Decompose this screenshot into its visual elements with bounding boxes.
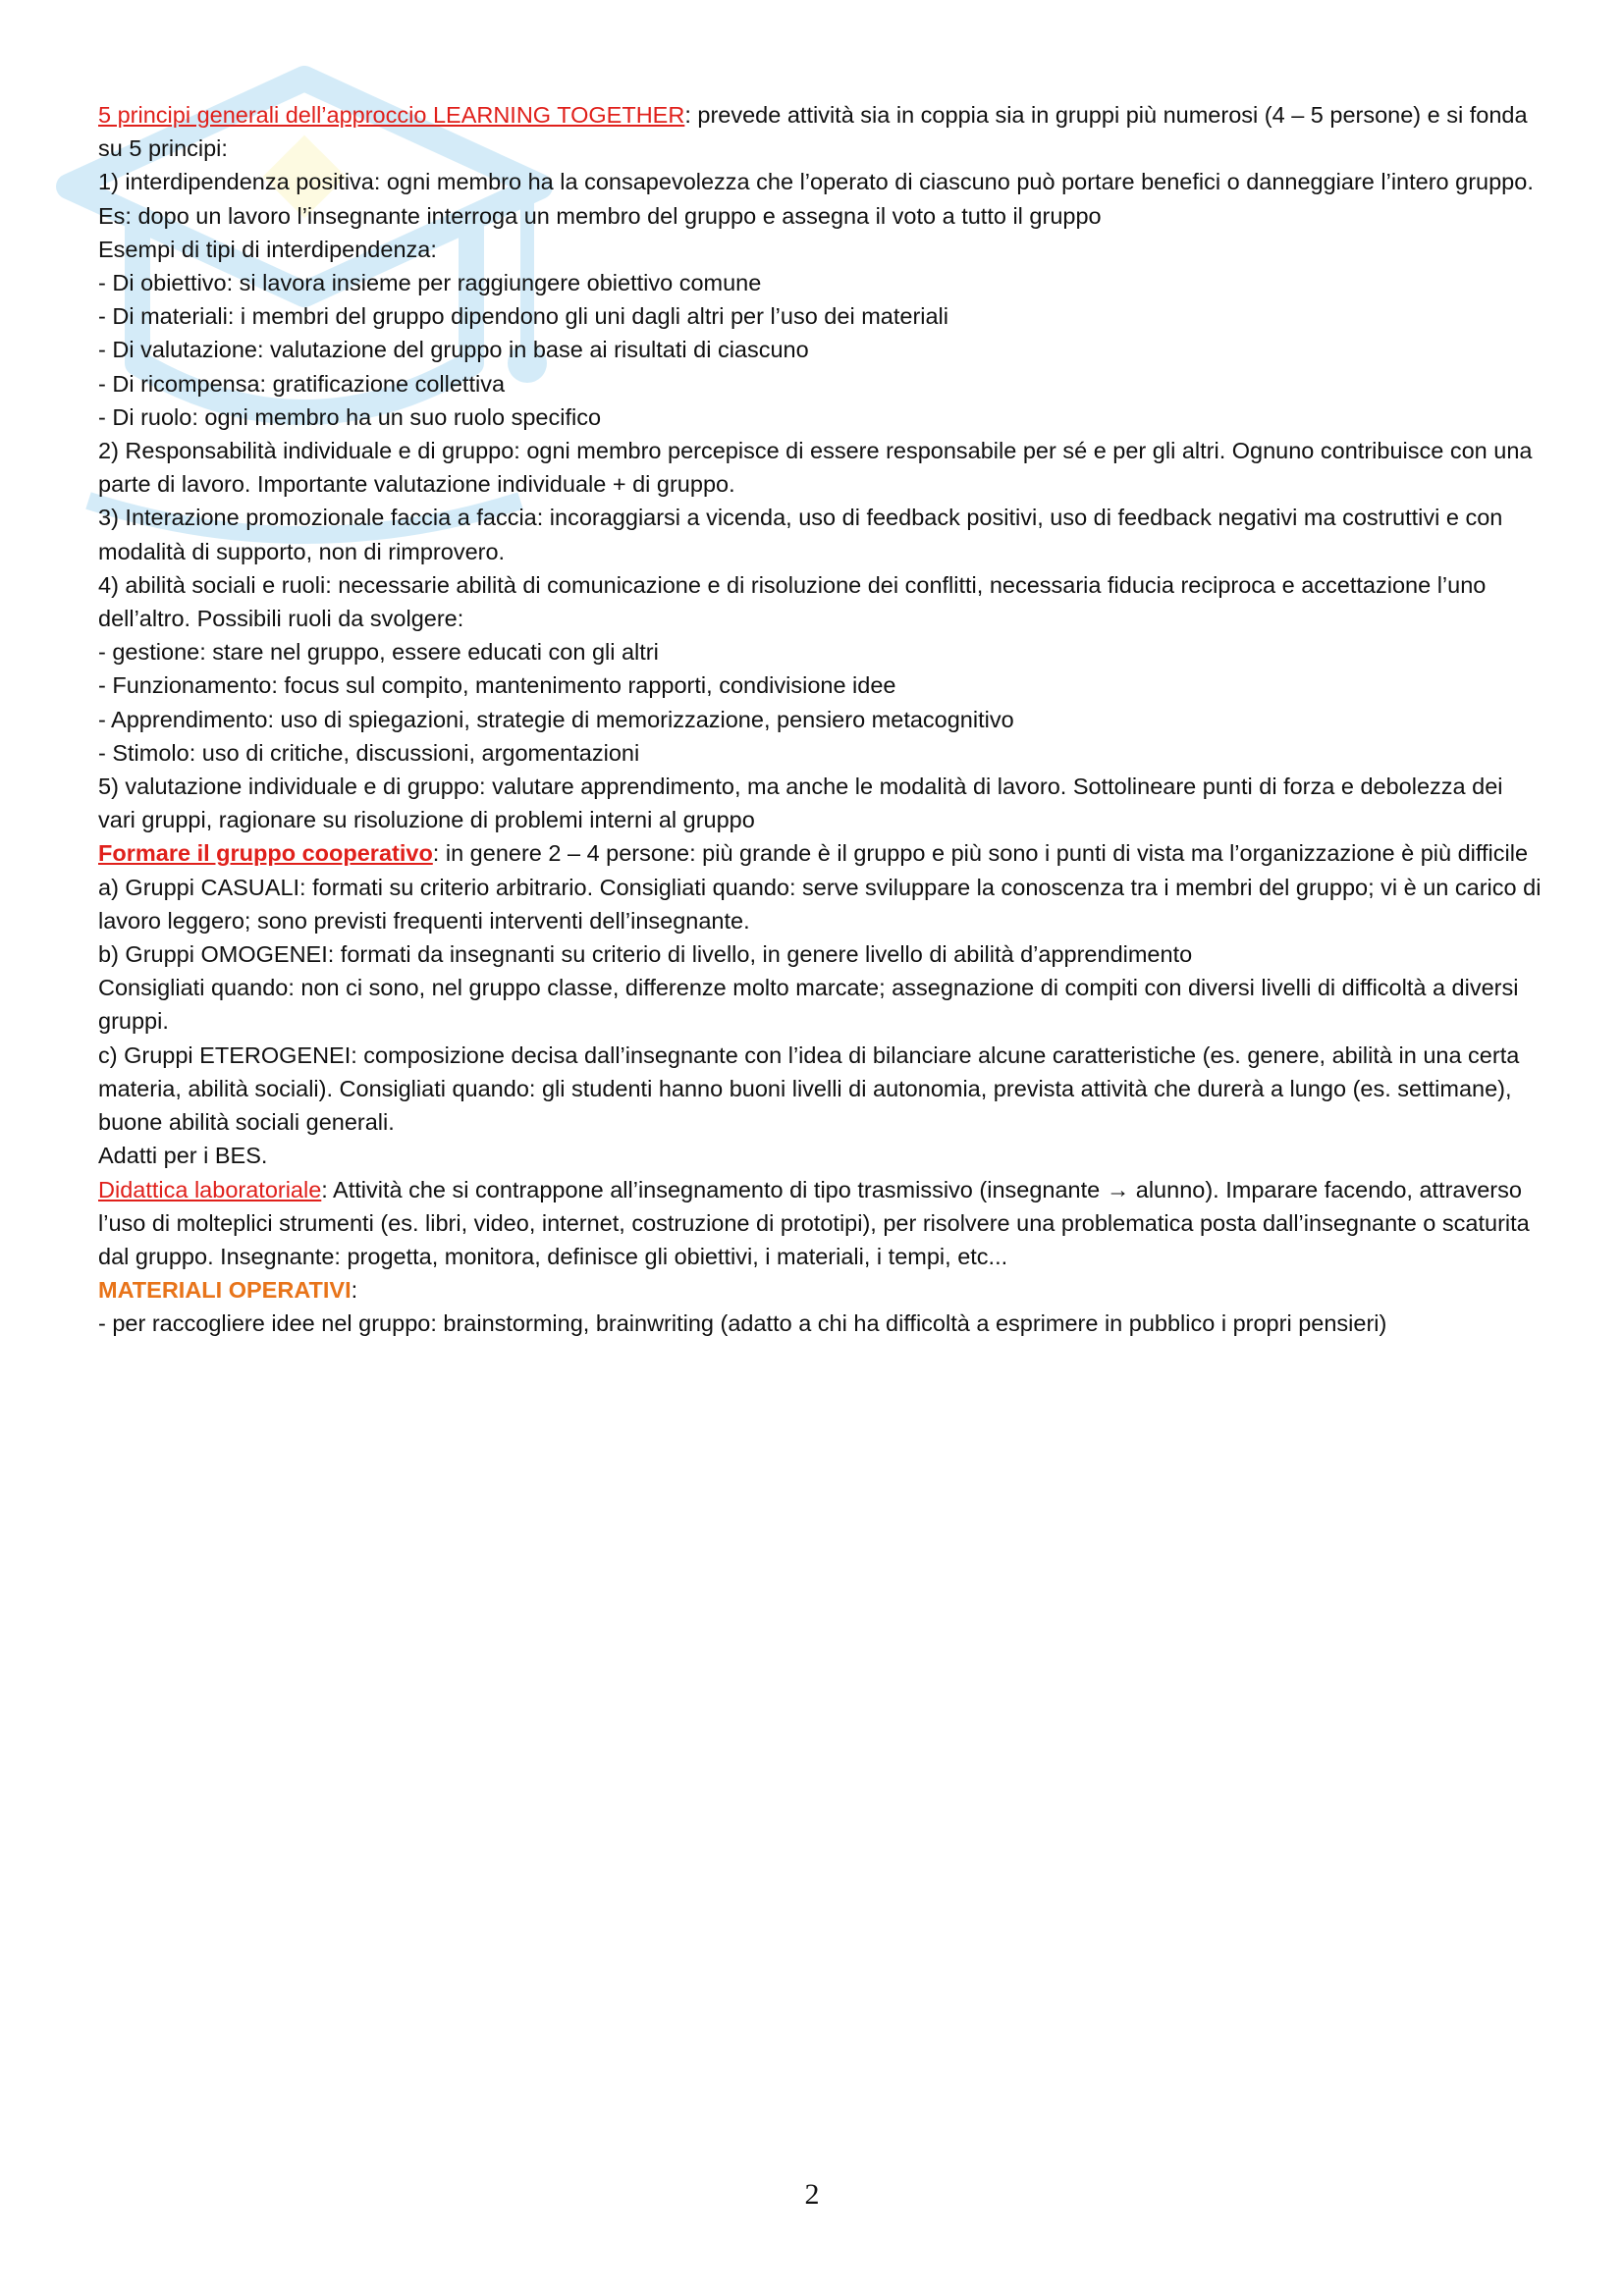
operative-materials-colon: :	[351, 1277, 358, 1304]
role-item: - Stimolo: uso di critiche, discussioni, argomentazioni	[98, 739, 640, 766]
role-item: - Apprendimento: uso di spiegazioni, strategie di memorizzazione, pensiero metacognitivo	[98, 706, 1014, 732]
learning-together-intro: : prevede attività sia in coppia sia in gruppi più numerosi (4 – 5 persone) e si fonda su 5 principi:	[98, 102, 1528, 162]
example-item: - Di valutazione: valutazione del gruppo in base ai risultati di ciascuno	[98, 337, 809, 363]
operative-materials-heading: MATERIALI OPERATIVI	[98, 1277, 352, 1304]
lab-teaching-heading: Didattica laboratoriale	[98, 1176, 322, 1202]
section3-paragraph	[98, 1173, 1542, 1274]
materials-item: - per raccogliere idee nel gruppo: brainstorming, brainwriting (adatto a chi ha difficoltà a esprimere in pubblico i propri pensieri)	[98, 1310, 1387, 1337]
group-homogeneous: b) Gruppi OMOGENEI: formati da insegnanti su criterio di livello, in genere livello di abilità d’apprendimento	[98, 941, 1193, 968]
group-heterogeneous-bes: Adatti per i BES.	[98, 1143, 268, 1169]
example-item: - Di ricompensa: gratificazione collettiva	[98, 370, 506, 397]
section1-intro	[98, 98, 1542, 165]
example-item: - Di obiettivo: si lavora insieme per raggiungere obiettivo comune	[98, 270, 762, 296]
section4-heading-line	[98, 1273, 1542, 1307]
cooperative-group-intro: : in genere 2 – 4 persone: più grande è il gruppo e più sono i punti di vista ma l’organizzazione è più difficile	[432, 840, 1529, 867]
principle-4: 4) abilità sociali e ruoli: necessarie abilità di comunicazione e di risoluzione dei conflitti, necessaria fiducia reciproca e accettazione l’uno dell’altro. Possibili ruoli da svolgere:	[98, 571, 1487, 632]
principle-5: 5) valutazione individuale e di gruppo: valutare apprendimento, ma anche le modalità di lavoro. Sottolineare punti di forza e debolezza dei vari gruppi, ragionare su risoluzione di problemi interni al gruppo	[98, 774, 1503, 833]
examples-title: Esempi di tipi di interdipendenza:	[98, 236, 437, 262]
example-item: - Di materiali: i membri del gruppo dipendono gli uni dagli altri per l’uso dei materiali	[98, 303, 949, 330]
page-number: 2	[804, 2178, 820, 2211]
group-heterogeneous: c) Gruppi ETEROGENEI: composizione decisa dall’insegnante con l’idea di bilanciare alcune caratteristiche (es. genere, abilità in una certa materia, abilità sociali). Consigliati quando: gli studenti hanno buoni livelli di autonomia, prevista attività che durerà a lungo (es. settimane), buone abilità sociali generali.	[98, 1041, 1520, 1136]
group-casual: a) Gruppi CASUALI: formati su criterio arbitrario. Consigliati quando: serve sviluppare la conoscenza tra i membri del gruppo; vi è un carico di lavoro leggero; sono previsti frequenti interventi dell’insegnante.	[98, 874, 1542, 934]
learning-together-heading: 5 principi generali dell’approccio LEARNING TOGETHER	[98, 102, 685, 128]
document-body	[98, 98, 1542, 1341]
group-homogeneous-advice: Consigliati quando: non ci sono, nel gruppo classe, differenze molto marcate; assegnazione di compiti con diversi livelli di difficoltà a diversi gruppi.	[98, 975, 1519, 1035]
role-item: - gestione: stare nel gruppo, essere educati con gli altri	[98, 639, 659, 666]
section2-intro	[98, 836, 1542, 870]
role-item: - Funzionamento: focus sul compito, mantenimento rapporti, condivisione idee	[98, 672, 896, 699]
principle-2: 2) Responsabilità individuale e di gruppo: ogni membro percepisce di essere responsabile per sé e per gli altri. Ognuno contribuisce con una parte di lavoro. Importante valutazione individuale + di gruppo.	[98, 438, 1533, 498]
lab-teaching-body: : Attività che si contrappone all’insegnamento di tipo trasmissivo (insegnante → alunno). Imparare facendo, attraverso l’uso di molteplici strumenti (es. libri, video, internet, costruzione di prototipi), per risolvere una problematica posta dall’insegnante o scaturita dal gruppo. Insegnante: progetta, monitora, definisce gli obiettivi, i materiali, i tempi, etc...	[98, 1176, 1530, 1269]
cooperative-group-heading: Formare il gruppo cooperativo	[98, 840, 433, 867]
principle-3: 3) Interazione promozionale faccia a faccia: incoraggiarsi a vicenda, uso di feedback positivi, uso di feedback negativi ma costruttivi e con modalità di supporto, non di rimprovero.	[98, 505, 1503, 564]
example-item: - Di ruolo: ogni membro ha un suo ruolo specifico	[98, 403, 602, 430]
principle-1: 1) interdipendenza positiva: ogni membro ha la consapevolezza che l’operato di ciascuno può portare benefici o danneggiare l’intero gruppo. Es: dopo un lavoro l’insegnante interroga un membro del gruppo e assegna il voto a tutto il gruppo	[98, 169, 1534, 229]
